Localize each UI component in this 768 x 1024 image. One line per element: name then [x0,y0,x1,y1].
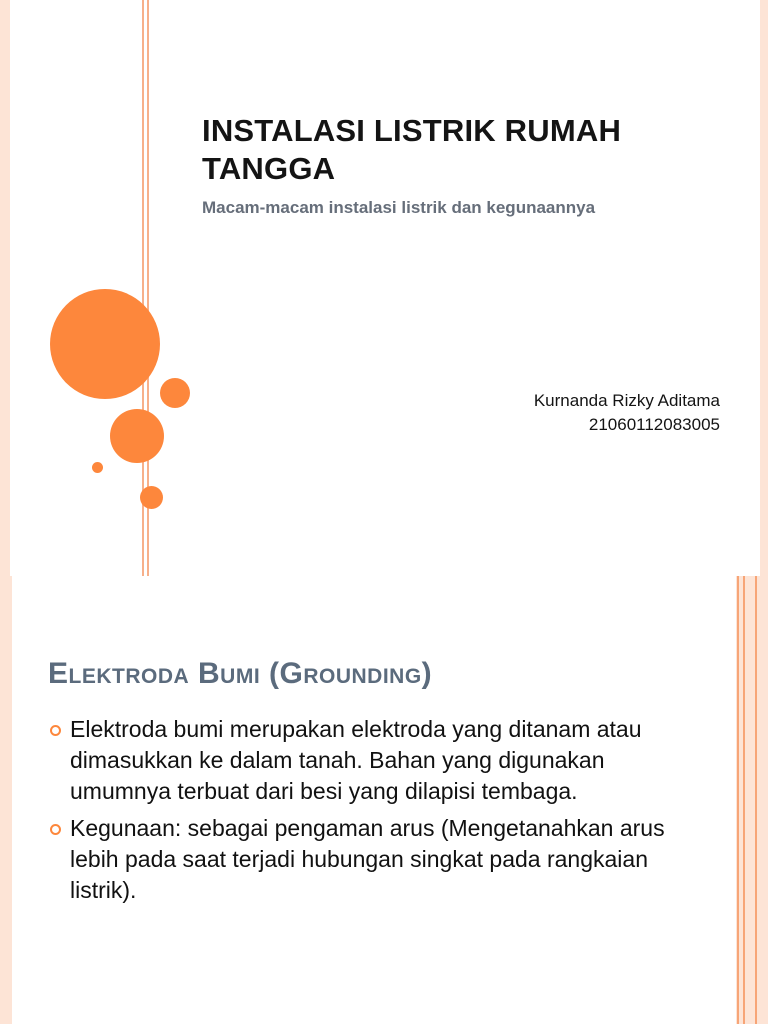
decor-circle-large [50,289,160,399]
decor-circle-small [140,486,163,509]
bullet-circle-icon [50,725,61,736]
decor-circle-tiny [92,462,103,473]
author-id: 21060112083005 [588,415,720,434]
content-slide [0,576,768,1024]
list-item [48,714,688,807]
bullet-text: Kegunaan: sebagai pengaman arus (Mengetanahkan arus lebih pada saat terjadi hubungan singkat pada rangkaian listrik). [70,815,665,903]
list-item [48,813,688,906]
slide-heading: Elektroda Bumi (Grounding) [48,657,433,690]
bullet-circle-icon [50,824,61,835]
author-name: Kurnanda Rizky Aditama [533,391,720,410]
right-decor-band [736,576,768,1024]
author-block [534,389,720,437]
right-decor-band [760,0,768,576]
bullet-list [48,714,688,912]
decor-vertical-line [743,576,745,1024]
decor-circle-medium [110,409,164,463]
decor-vertical-line [755,576,757,1024]
decor-vertical-line [737,576,739,1024]
slide-title: INSTALASI LISTRIK RUMAH TANGGA [202,113,622,186]
slide-subtitle: Macam-macam instalasi listrik dan kegunaannya [202,198,596,217]
left-decor-band [0,576,12,1024]
bullet-text: Elektroda bumi merupakan elektroda yang ditanam atau dimasukkan ke dalam tanah. Bahan yang digunakan umumnya terbuat dari besi yang dilapisi tembaga. [70,716,642,804]
decor-circle-small [160,378,190,408]
left-decor-band [0,0,10,576]
